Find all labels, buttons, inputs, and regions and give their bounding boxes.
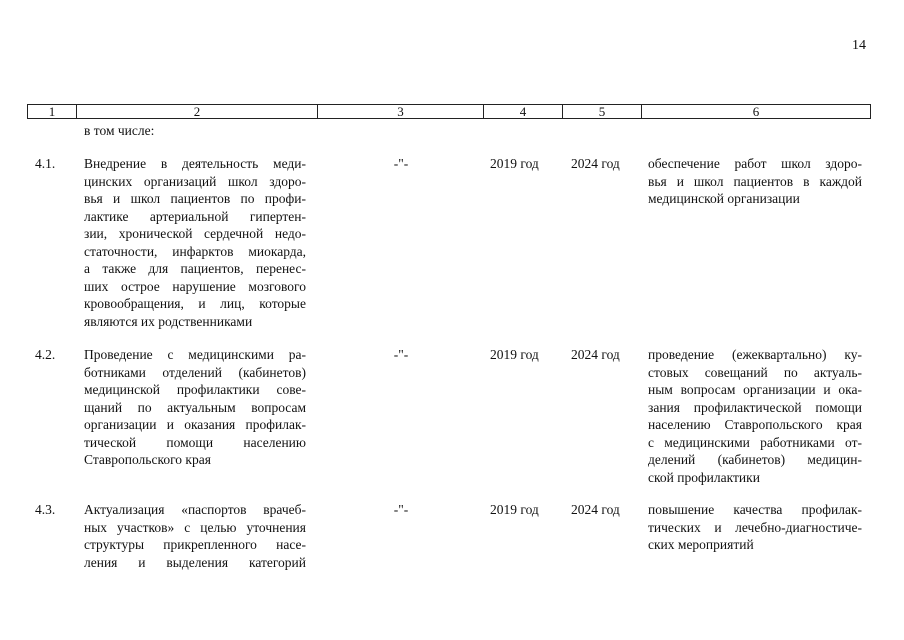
result-line: зания профилактической помощи [648,399,862,415]
description-line: ших острое нарушение мозгового [84,278,306,294]
description-line: являются их родственниками [84,313,253,329]
row-start-year: 2019 год [490,347,539,362]
description-line: цинских организаций школ здоро- [84,173,306,189]
result-line: ской профилактики [648,469,760,485]
description-line: статочности, инфарктов миокарда, [84,243,306,259]
description-line: ботниками отделений (кабинетов) [84,364,306,380]
description-line: Внедрение в деятельность меди- [84,156,306,171]
result-line: обеспечение работ школ здоро- [648,156,862,171]
row-end-year: 2024 год [571,347,620,362]
description-line: ления и выделения категорий [84,554,306,570]
row-end-year: 2024 год [571,502,620,517]
row-number: 4.1. [35,156,56,171]
row-responsible: -"- [393,156,409,171]
header-cell-3: 3 [318,105,484,118]
result-line: стовых совещаний по актуаль- [648,364,862,380]
intro-text: в том числе: [84,123,155,138]
description-line: Ставропольского края [84,452,211,467]
header-cell-1: 1 [28,105,77,118]
description-line: структуры прикрепленного насе- [84,537,306,552]
row-result [648,346,862,486]
result-line: населению Ставропольского края [648,417,862,432]
description-line: а также для пациентов, перенес- [84,261,306,276]
result-line: делений (кабинетов) медицин- [648,452,862,467]
header-cell-4: 4 [484,105,563,118]
description-line: зии, хронической сердечной недо- [84,226,306,241]
description-line: ных участков» с целью уточнения [84,519,306,535]
row-description [84,155,306,330]
result-line: тических и лечебно-диагностиче- [648,519,862,535]
result-line: повышение качества профилак- [648,502,862,517]
description-line: медицинской профилактики сове- [84,382,306,397]
result-line: проведение (ежеквартально) ку- [648,347,862,362]
result-line: медицинской организации [648,191,800,206]
description-line: лактике артериальной гипертен- [84,208,306,224]
result-line: ских мероприятий [648,537,754,552]
description-line: кровообращения, и лиц, которые [84,296,306,311]
description-line: щаний по актуальным вопросам [84,399,306,415]
row-result [648,501,862,554]
row-start-year: 2019 год [490,502,539,517]
result-line: ным вопросам организации и ока- [648,382,862,397]
row-end-year: 2024 год [571,156,620,171]
result-line: с медицинскими работниками от- [648,434,862,450]
page-number: 14 [852,38,866,53]
table-header-row [27,104,871,119]
row-result [648,155,862,208]
row-number: 4.3. [35,502,56,517]
header-cell-5: 5 [563,105,642,118]
result-line: вья и школ пациентов в каждой [648,173,862,189]
row-description [84,346,306,469]
description-line: тической помощи населению [84,434,306,450]
row-responsible: -"- [393,502,409,517]
row-responsible: -"- [393,347,409,362]
header-cell-2: 2 [77,105,318,118]
description-line: организации и оказания профилак- [84,417,306,432]
description-line: вья и школ пациентов по профи- [84,191,306,206]
row-start-year: 2019 год [490,156,539,171]
description-line: Проведение с медицинскими ра- [84,347,306,362]
row-number: 4.2. [35,347,56,362]
row-description [84,501,306,571]
description-line: Актуализация «паспортов врачеб- [84,502,306,517]
header-cell-6: 6 [752,104,760,119]
